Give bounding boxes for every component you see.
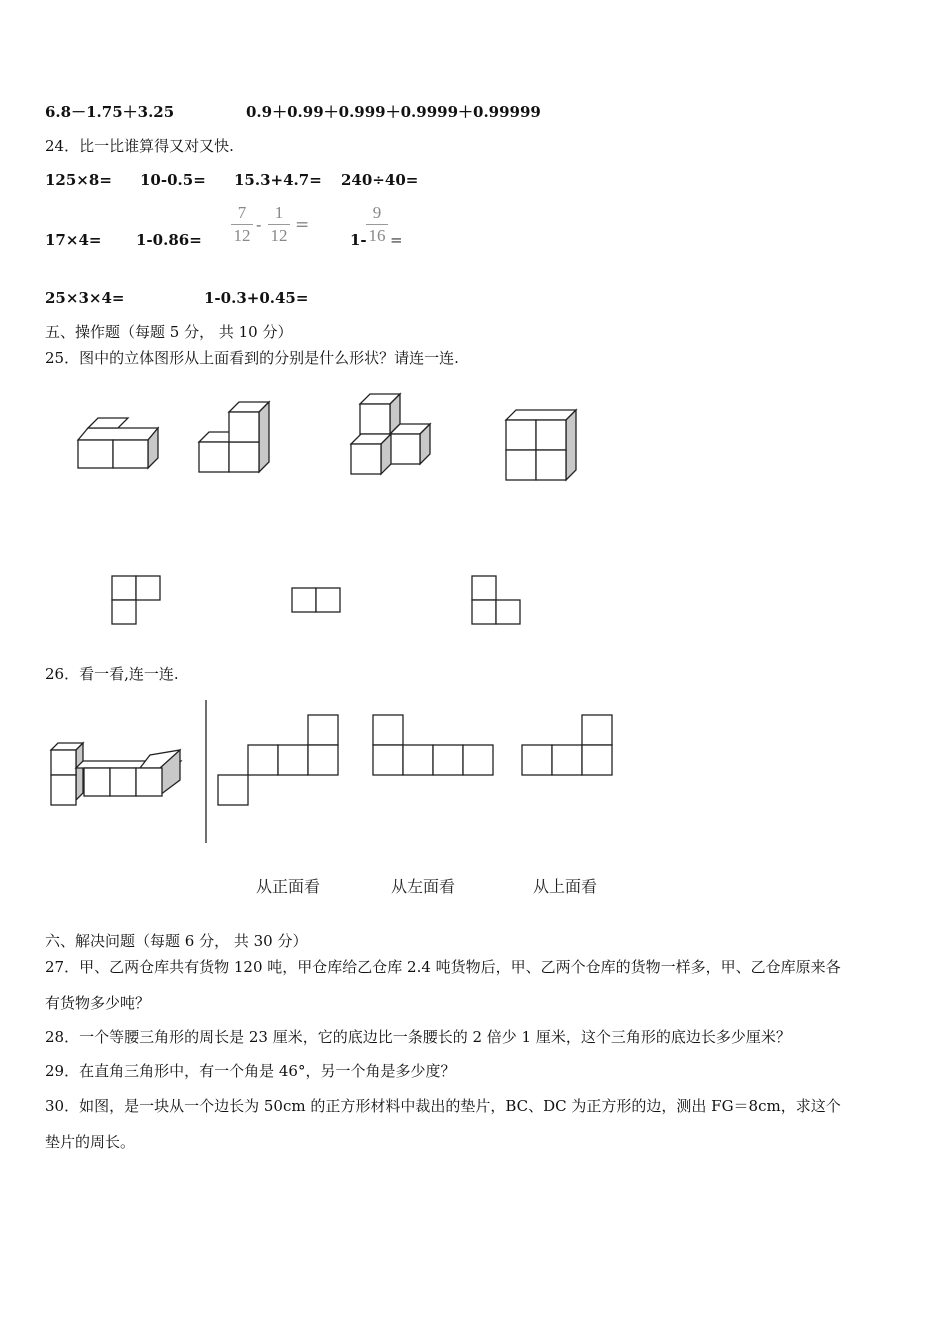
fraction-7-12 <box>231 203 253 246</box>
top-view-b <box>292 588 340 612</box>
fraction-denominator: 12 <box>233 226 251 245</box>
fraction-9-16 <box>366 203 388 246</box>
q25-text: 25．图中的立体图形从上面看到的分别是什么形状？请连一连. <box>45 349 459 367</box>
section-6-header: 六、解决问题（每题 6 分， 共 30 分） <box>45 932 308 950</box>
q24-item: 240÷40= <box>341 171 419 189</box>
q24-item: 17×4= <box>45 231 102 249</box>
q24-item: 1-0.3+0.45= <box>204 289 309 307</box>
fraction-denominator: 12 <box>270 226 288 245</box>
q27-text-line1: 27．甲、乙两仓库共有货物 120 吨，甲仓库给乙仓库 2.4 吨货物后，甲、乙两个仓库的货物一样多，甲、乙仓库原来各 <box>45 958 841 976</box>
label-top-view: 从上面看 <box>533 877 598 896</box>
solid-2 <box>199 402 269 472</box>
q26-view-3 <box>522 715 612 775</box>
q24-title: 24．比一比谁算得又对又快. <box>45 137 234 155</box>
q26-view-1 <box>218 715 338 805</box>
q26-solid <box>51 743 181 805</box>
q24-item: 1-0.86= <box>136 231 202 249</box>
q29-text: 29．在直角三角形中，有一个角是 46°，另一个角是多少度？ <box>45 1062 456 1080</box>
q25-top-views <box>100 570 540 630</box>
q23-expression-b: 0.9＋0.99＋0.999＋0.9999＋0.99999 <box>246 103 541 121</box>
solid-3 <box>351 394 430 474</box>
q26-view-2 <box>373 715 493 775</box>
q30-text-line1: 30．如图，是一块从一个边长为 50cm 的正方形材料中裁出的垫片，BC、DC 为正方形的边，测出 FG＝8cm，求这个 <box>45 1097 841 1115</box>
label-front-view: 从正面看 <box>256 877 321 896</box>
q27-text-line2: 有货物多少吨？ <box>45 994 151 1012</box>
solid-4 <box>506 410 576 480</box>
solid-1 <box>78 418 158 468</box>
minus-sign: - <box>256 215 262 234</box>
q26-title: 26．看一看,连一连. <box>45 665 179 683</box>
equals-sign: = <box>295 215 310 235</box>
q24-item: 125×8= <box>45 171 112 189</box>
q24-item: 10-0.5= <box>140 171 206 189</box>
fraction-numerator: 1 <box>274 203 284 222</box>
q25-solids <box>60 380 620 500</box>
equals-sign: = <box>390 231 403 249</box>
q24-item: 15.3+4.7= <box>234 171 322 189</box>
section-5-header: 五、操作题（每题 5 分， 共 10 分） <box>45 323 293 341</box>
q30-text-line2: 垫片的周长。 <box>45 1133 136 1151</box>
fraction-numerator: 7 <box>237 203 247 222</box>
q24-item: 25×3×4= <box>45 289 125 307</box>
q28-text: 28．一个等腰三角形的周长是 23 厘米，它的底边比一条腰长的 2 倍少 1 厘米，这个三角形的底边长多少厘米？ <box>45 1028 791 1046</box>
fraction-denominator: 16 <box>368 226 386 245</box>
q26-figure <box>40 695 640 850</box>
fraction-numerator: 9 <box>372 203 382 222</box>
top-view-c <box>472 576 520 624</box>
fraction-1-12 <box>268 203 290 246</box>
q23-expression-a: 6.8－1.75＋3.25 <box>45 103 175 121</box>
q24-item-prefix: 1- <box>350 231 367 249</box>
top-view-a <box>112 576 160 624</box>
label-left-view: 从左面看 <box>391 877 456 896</box>
